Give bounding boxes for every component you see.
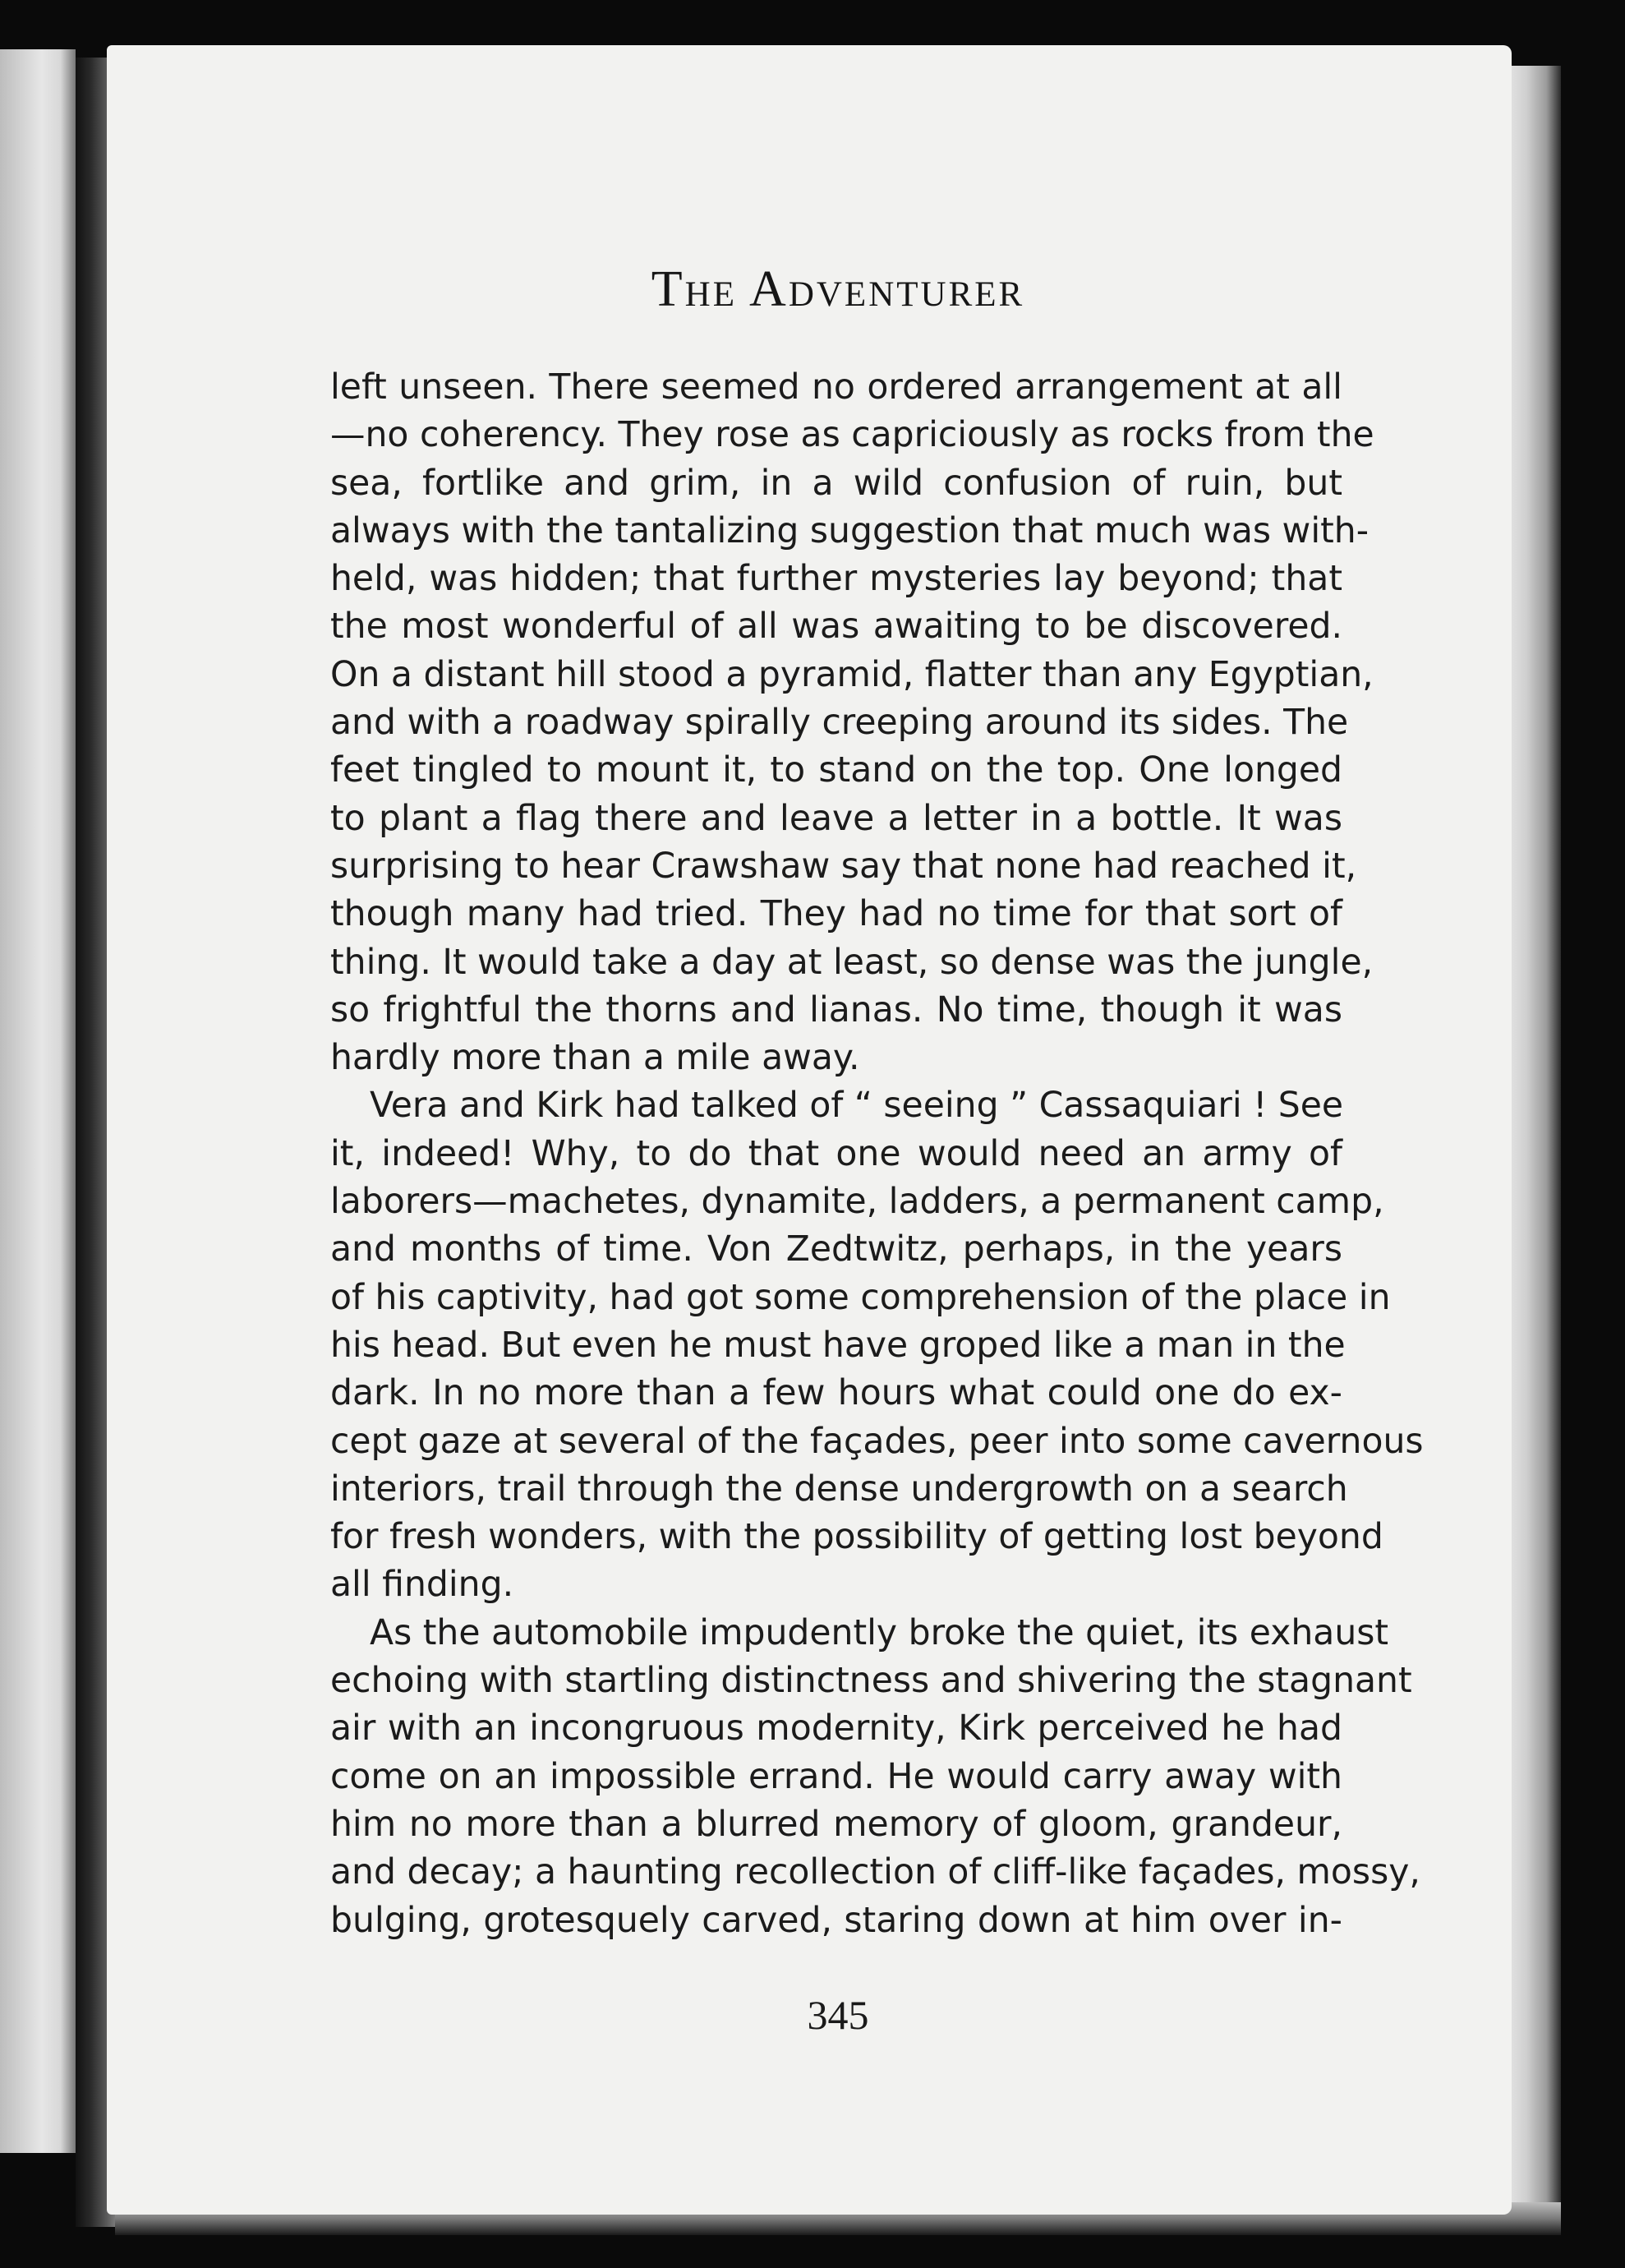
text-line: so frightful the thorns and lianas. No time, though it was <box>330 989 1342 1030</box>
text-line: him no more than a blurred memory of gloom, grandeur, <box>330 1804 1342 1845</box>
text-line: the most wonderful of all was awaiting to be discovered. <box>330 606 1342 648</box>
text-line: laborers—machetes, dynamite, ladders, a permanent camp, <box>330 1182 1384 1223</box>
text-line: sea, fortlike and grim, in a wild confusion of ruin, but <box>330 463 1342 504</box>
text-line: always with the tantalizing suggestion that much was with- <box>330 510 1370 551</box>
text-line: dark. In no more than a few hours what could one do ex- <box>330 1373 1342 1414</box>
text-line: thing. It would take a day at least, so dense was the jungle, <box>330 942 1374 983</box>
text-line: to plant a flag there and leave a letter in a bottle. It was <box>330 798 1342 839</box>
text-line: left unseen. There seemed no ordered arrangement at all <box>330 367 1342 408</box>
text-line: it, indeed! Why, to do that one would need an army of <box>330 1133 1342 1174</box>
text-line: and with a roadway spirally creeping around its sides. The <box>330 703 1349 744</box>
text-line: echoing with startling distinctness and shivering the stagnant <box>330 1661 1412 1702</box>
book-page <box>107 45 1512 2215</box>
body-text <box>330 364 1424 1945</box>
text-line: hardly more than a mile away. <box>330 1038 860 1079</box>
text-line: On a distant hill stood a pyramid, flatter than any Egyptian, <box>330 654 1374 695</box>
text-line: come on an impossible errand. He would carry away with <box>330 1756 1342 1797</box>
text-line: air with an incongruous modernity, Kirk perceived he had <box>330 1708 1342 1749</box>
text-line: —no coherency. They rose as capriciously as rocks from the <box>330 415 1374 456</box>
text-line: of his captivity, had got some comprehension of the place in <box>330 1277 1391 1318</box>
text-line: though many had tried. They had no time for that sort of <box>330 894 1342 935</box>
running-head: The Adventurer <box>651 261 1025 317</box>
text-line: his head. But even he must have groped like a man in the <box>330 1325 1346 1366</box>
text-line: and months of time. Von Zedtwitz, perhaps, in the years <box>330 1229 1342 1270</box>
page-stack-edge <box>1503 66 1561 2219</box>
text-line: held, was hidden; that further mysteries lay beyond; that <box>330 559 1342 600</box>
page-number: 345 <box>807 1992 869 2038</box>
previous-page-edge <box>0 49 76 2153</box>
text-line: feet tingled to mount it, to stand on the top. One longed <box>330 750 1342 791</box>
text-line: As the automobile impudently broke the quiet, its exhaust <box>370 1612 1389 1653</box>
text-line: cept gaze at several of the façades, peer into some cavernous <box>330 1421 1424 1462</box>
text-line: all finding. <box>330 1565 514 1606</box>
text-line: and decay; a haunting recollection of cliff-like façades, mossy, <box>330 1852 1420 1893</box>
text-line: bulging, grotesquely carved, staring down at him over in- <box>330 1900 1342 1941</box>
text-line: interiors, trail through the dense undergrowth on a search <box>330 1468 1348 1510</box>
text-line: for fresh wonders, with the possibility of getting lost beyond <box>330 1517 1383 1558</box>
text-line: surprising to hear Crawshaw say that none had reached it, <box>330 846 1357 887</box>
text-line: Vera and Kirk had talked of “ seeing ” Cassaquiari ! See <box>370 1086 1344 1127</box>
